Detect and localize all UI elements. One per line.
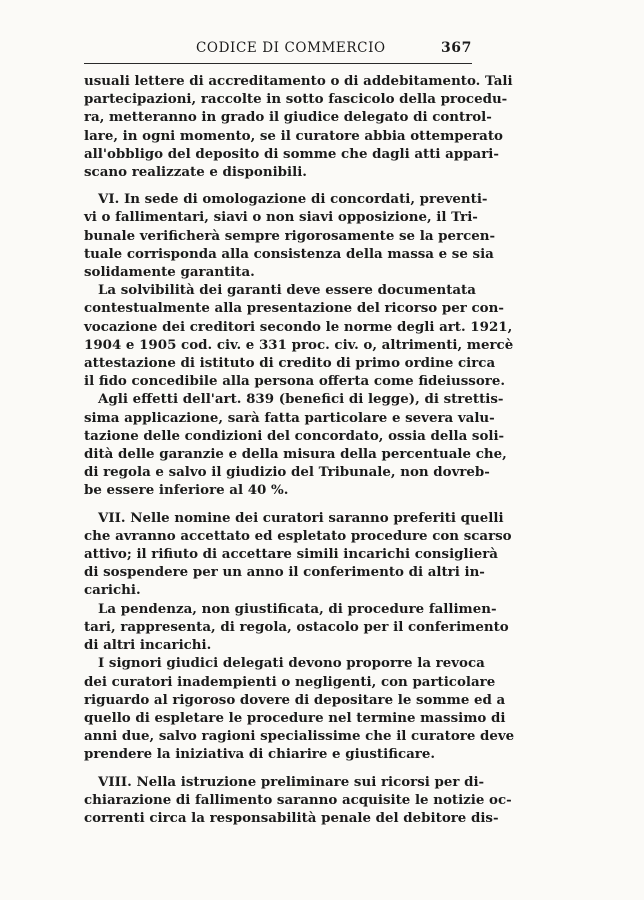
text-line: VIII. Nella istruzione preliminare sui ricorsi per di- xyxy=(84,773,485,790)
paragraph xyxy=(84,773,512,828)
text-line: anni due, salvo ragioni specialissime che il curatore deve xyxy=(84,728,515,745)
text-line: be essere inferiore al 40 %. xyxy=(84,482,289,499)
text-line: contestualmente alla presentazione del ricorso per con- xyxy=(84,300,504,317)
paragraph xyxy=(84,509,512,600)
text-line: di regola e salvo il giudizio del Tribunale, non dovreb- xyxy=(84,464,490,481)
header-rule xyxy=(84,63,472,64)
text-line: attestazione di istituto di credito di primo ordine circa xyxy=(84,355,496,372)
text-line: dità delle garanzie e della misura della percentuale che, xyxy=(84,446,507,463)
text-line: solidamente garantita. xyxy=(84,264,255,281)
text-line: VI. In sede di omologazione di concordati, preventi- xyxy=(84,191,488,208)
body-text xyxy=(84,72,515,827)
text-line: La pendenza, non giustificata, di procedure fallimen- xyxy=(84,600,497,617)
text-line: riguardo al rigoroso dovere di depositare le somme ed a xyxy=(84,691,506,708)
text-line: che avranno accettato ed espletato procedure con scarso xyxy=(84,527,512,544)
text-line: tari, rappresenta, di regola, ostacolo per il conferimento xyxy=(84,618,509,635)
text-line: 1904 e 1905 cod. civ. e 331 proc. civ. o, altrimenti, mercè xyxy=(84,336,514,353)
text-line: La solvibilità dei garanti deve essere documentata xyxy=(84,282,476,299)
text-line: lare, in ogni momento, se il curatore abbia ottemperato xyxy=(84,127,503,144)
text-line: quello di espletare le procedure nel termine massimo di xyxy=(84,709,506,726)
text-line: usuali lettere di accreditamento o di addebitamento. Tali xyxy=(84,73,513,89)
text-line: di sospendere per un anno il conferimento di altri in- xyxy=(84,564,485,581)
paragraph-gap xyxy=(84,500,472,509)
book-page xyxy=(84,40,515,827)
text-line: carichi. xyxy=(84,582,141,599)
text-line: dei curatori inadempienti o negligenti, con particolare xyxy=(84,673,496,690)
text-line: sima applicazione, sarà fatta particolare e severa valu- xyxy=(84,409,495,426)
paragraph-gap xyxy=(84,181,472,190)
text-line: attivo; il rifiuto di accettare simili incarichi consiglierà xyxy=(84,546,498,563)
text-line: I signori giudici delegati devono proporre la revoca xyxy=(84,655,485,672)
page-number: 367 xyxy=(440,40,472,56)
text-line: il fido concedibile alla persona offerta come fideiussore. xyxy=(84,373,506,390)
text-line: all'obbligo del deposito di somme che dagli atti appari- xyxy=(84,145,499,162)
paragraph xyxy=(84,600,509,655)
text-line: tuale corrisponda alla consistenza della massa e se sia xyxy=(84,245,494,262)
running-header xyxy=(84,40,472,56)
text-line: correnti circa la responsabilità penale del debitore dis- xyxy=(84,809,499,826)
text-line: prendere la iniziativa di chiarire e giustificare. xyxy=(84,746,436,763)
text-line: VII. Nelle nomine dei curatori saranno preferiti quelli xyxy=(84,509,504,526)
running-title: CODICE DI COMMERCIO xyxy=(196,40,386,56)
text-line: di altri incarichi. xyxy=(84,637,212,654)
paragraph xyxy=(84,72,513,181)
paragraph xyxy=(84,390,507,499)
text-line: chiarazione di fallimento saranno acquisite le notizie oc- xyxy=(84,791,512,808)
paragraph-gap xyxy=(84,764,472,773)
text-line: ra, metteranno in grado il giudice delegato di control- xyxy=(84,109,492,126)
paragraph xyxy=(84,190,496,281)
text-line: vocazione dei creditori secondo le norme degli art. 1921, xyxy=(84,318,513,335)
text-line: bunale verificherà sempre rigorosamente se la percen- xyxy=(84,227,496,244)
paragraph xyxy=(84,281,514,390)
text-line: vi o fallimentari, siavi o non siavi opposizione, il Tri- xyxy=(84,209,478,226)
text-line: Agli effetti dell'art. 839 (benefici di legge), di strettis- xyxy=(84,391,504,408)
text-line: scano realizzate e disponibili. xyxy=(84,164,307,181)
text-line: partecipazioni, raccolte in sotto fascicolo della procedu- xyxy=(84,91,508,108)
paragraph xyxy=(84,654,515,763)
text-line: tazione delle condizioni del concordato, ossia della soli- xyxy=(84,427,505,444)
